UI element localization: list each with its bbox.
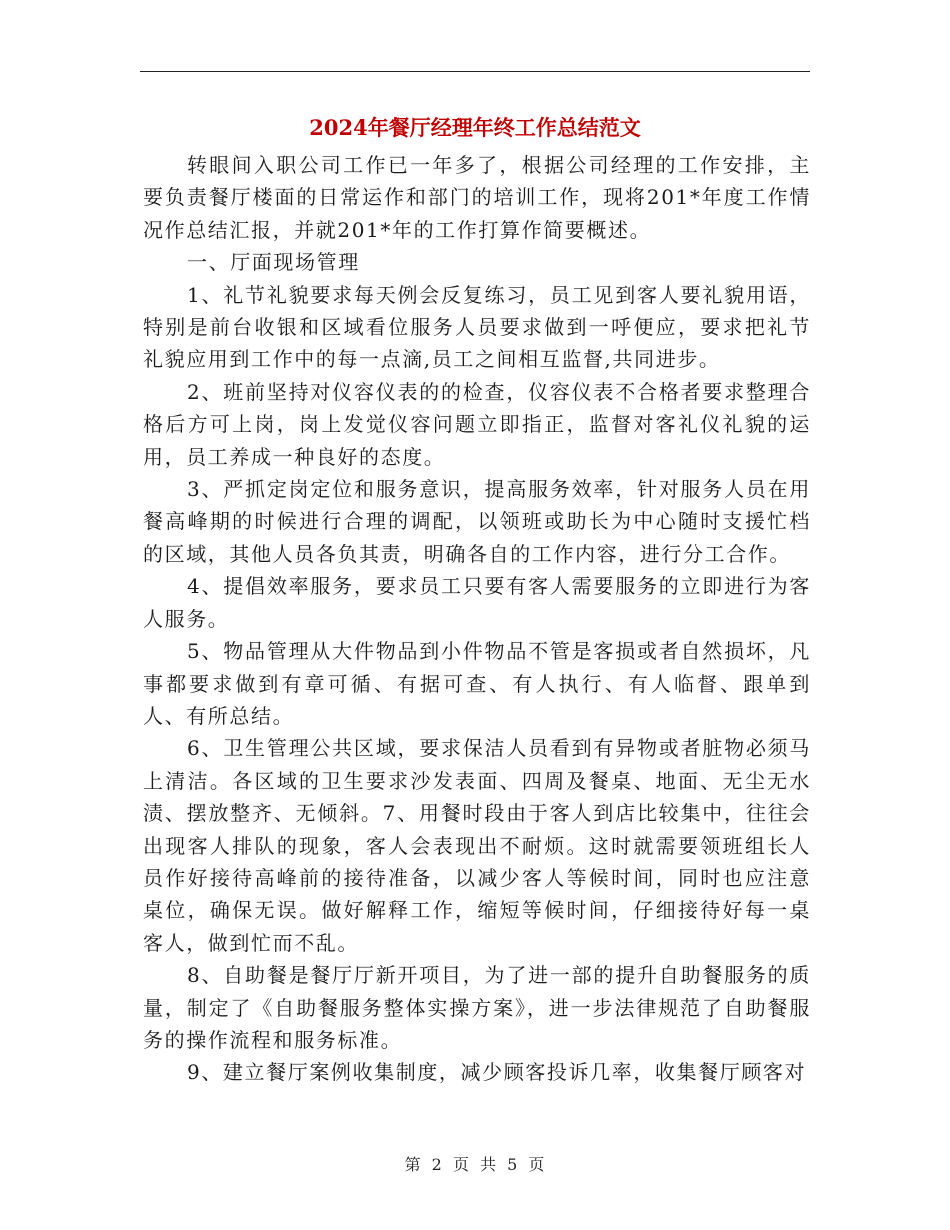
section-heading: 一、厅面现场管理 xyxy=(187,250,360,275)
paragraph-item-2: 2、班前坚持对仪容仪表的的检查，仪容仪表不合格者要求整理合格后方可上岗，岗上发觉仪容问题立即指正，监督对客礼仪礼貌的运用，员工养成一种良好的态度。 xyxy=(143,379,811,469)
paragraph-item-5: 5、物品管理从大件物品到小件物品不管是客损或者自然损坏，凡事都要求做到有章可循、有据可查、有人执行、有人临督、跟单到人、有所总结。 xyxy=(143,639,811,728)
paragraph-intro: 转眼间入职公司工作已一年多了，根据公司经理的工作安排，主要负责餐厅楼面的日常运作和部门的培训工作，现将201*年度工作情况作总结汇报，并就201*年的工作打算作简要概述。 xyxy=(143,153,811,242)
document-body xyxy=(143,149,811,1089)
paragraph-item-4: 4、提倡效率服务，要求员工只要有客人需要服务的立即进行为客人服务。 xyxy=(143,574,811,631)
paragraph-item-9: 9、建立餐厅案例收集制度，减少顾客投诉几率，收集餐厅顾客对 xyxy=(187,1060,807,1085)
paragraph-item-3: 3、严抓定岗定位和服务意识，提高服务效率，针对服务人员在用餐高峰期的时候进行合理的调配，以领班或助长为中心随时支援忙档的区域，其他人员各负其责，明确各自的工作内容，进行分工合作。 xyxy=(143,477,811,566)
header-rule xyxy=(140,71,810,72)
document-title: 2024年餐厅经理年终工作总结范文 xyxy=(309,115,641,140)
paragraph-item-1: 1、礼节礼貌要求每天例会反复练习，员工见到客人要礼貌用语，特别是前台收银和区域看位服务人员要求做到一呼便应，要求把礼节礼貌应用到工作中的每一点滴,员工之间相互监督,共同进步。 xyxy=(143,282,811,372)
page-footer: 第 2 页 共 5 页 xyxy=(404,1155,546,1174)
paragraph-item-8: 8、自助餐是餐厅厅新开项目，为了进一部的提升自助餐服务的质量，制定了《自助餐服务整体实操方案》，进一步法律规范了自助餐服务的操作流程和服务标准。 xyxy=(143,963,811,1052)
paragraph-item-6-7: 6、卫生管理公共区域，要求保洁人员看到有异物或者脏物必须马上清洁。各区域的卫生要求沙发表面、四周及餐桌、地面、无尘无水渍、摆放整齐、无倾斜。7、用餐时段由于客人到店比较集中，往往会出现客人排队的现象，客人会表现出不耐烦。这时就需要领班组长人员作好接待高峰前的接待准备，以减少客人等候时间，同时也应注意桌位，确保无误。做好解释工作，缩短等候时间，仔细接待好每一桌客人，做到忙而不乱。 xyxy=(143,736,811,955)
